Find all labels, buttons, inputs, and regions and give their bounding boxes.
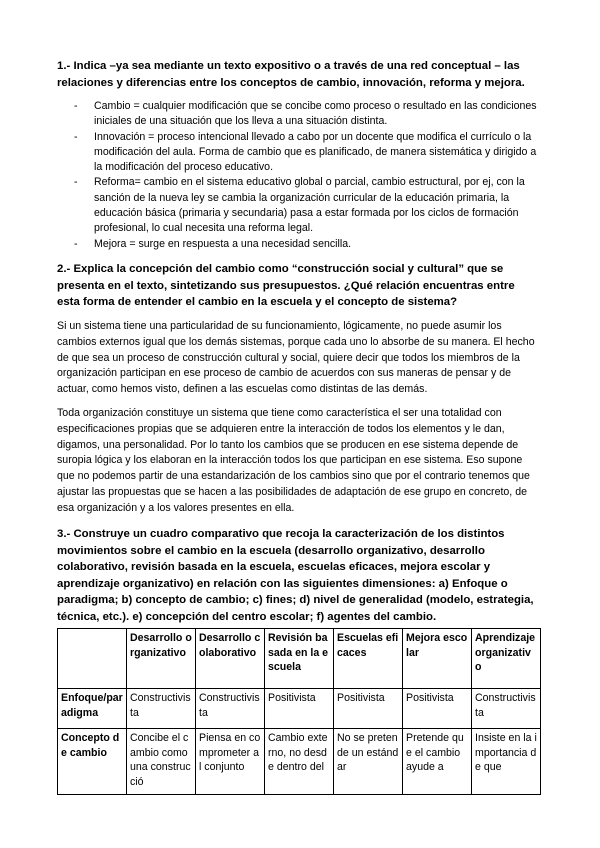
table-cell: Positivista [334,689,403,729]
row-label: Enfoque/paradigma [58,689,127,729]
table-cell: Positivista [265,689,334,729]
answer-2-paragraph-2: Toda organización constituye un sistema que tiene como característica el ser una totalidad con especificaciones propias que se adquieren entre la interacción de todos los elementos y le dan, digamos, una personalidad. Por lo tanto los cambios que se producen en ese sistema depende de suropia lógica y los elaboran en la interacción todos los que participan en ese sistema. Eso supone que no podemos partir de una estandarización de los cambios sino que por el contrario tenemos que ajustar las propuestas que se hacen a las posibilidades de adaptación de ese grupo en concreto, de esa organización y a los valores presentes en ella. [57,407,530,514]
table-header-cell: Revisión basada en la escuela [265,629,334,689]
bullet-dash: - [74,237,78,250]
table-header-cell: Mejora escolar [403,629,472,689]
table-row [58,689,541,729]
bullet-dash: - [74,176,78,189]
comparison-table [57,628,541,795]
table-cell: Pretende que el cambio ayude a [403,729,472,795]
list-item: - Mejora = surge en respuesta a una necesidad sencilla. [57,237,540,252]
question-1-title: 1.- Indica –ya sea mediante un texto expositivo o a través de una red conceptual – las relaciones y diferencias entre los conceptos de cambio, innovación, reforma y mejora. [57,60,525,89]
table-header-row [58,629,541,689]
table-cell: Piensa en comprometer al conjunto [196,729,265,795]
table-cell: Cambio externo, no desde dentro del [265,729,334,795]
list-item: - Cambio = cualquier modificación que se concibe como proceso o resultado en las condiciones iniciales de una situación que los lleva a una situación distinta. [74,100,537,128]
table-row [58,729,541,795]
table-header-cell: Desarrollo organizativo [127,629,196,689]
table-cell: Concibe el cambio como una construcció [127,729,196,795]
list-item: - Reforma= cambio en el sistema educativo global o parcial, cambio estructural, por ej, con la sanción de la nueva ley se cambia la organización curricular de la educación primaria, la educación básica (primaria y secundaria) pasa a estar formada por los ciclos de formación profesional, lo cual necesita una reforma legal. [74,176,525,235]
table-header-cell: Desarrollo colaborativo [196,629,265,689]
table-header-cell: Escuelas eficaces [334,629,403,689]
table-cell: No se pretende un estándar [334,729,403,795]
table-cell: Constructivista [127,689,196,729]
table-header-cell [58,629,127,689]
bullet-dash: - [74,100,78,112]
question-3-title: 3.- Construye un cuadro comparativo que recoja la caracterización de los distintos movimientos sobre el cambio en la escuela (desarrollo organizativo, desarrollo colaborativo, revisión basada en la escuela, escuelas eficaces, mejora escolar y aprendizaje organizativo) en relación con las siguientes dimensiones: a) Enfoque o paradigma; b) concepto de cambio; c) fines; d) nivel de generalidad (modelo, estrategia, técnica, etc.). e) concepción del centro escolar; f) agentes del cambio. [57,528,534,623]
definitions-list [57,99,540,252]
answer-2-paragraph-1: Si un sistema tiene una particularidad de su funcionamiento, lógicamente, no puede asumir los cambios externos igual que los demás sistemas, porque cada uno lo absorbe de su manera. El hecho de que sea un proceso de construcción cultural y social, quiere decir que todos los miembros de la organización participan en ese proceso de cambio de acuerdos con sus maneras de pensar y de actuar, como hemos visto, definen a las escuelas como distintas de las demás. [57,320,535,396]
table-cell: Insiste en la importancia de que [472,729,541,795]
table-cell: Positivista [403,689,472,729]
table-cell: Constructivista [196,689,265,729]
table-cell: Constructivista [472,689,541,729]
question-2-title: 2.- Explica la concepción del cambio como “construcción social y cultural” que se presenta en el texto, sintetizando sus presupuestos. ¿Qué relación encuentras entre esta forma de entender el cambio en la escuela y el concepto de sistema? [57,263,515,308]
table-header-cell: Aprendizaje organizativo [472,629,541,689]
bullet-dash: - [74,130,78,143]
row-label: Concepto de cambio [58,729,127,795]
list-item: - Innovación = proceso intencional llevado a cabo por un docente que modifica el currículo o la modificación del aula. Forma de cambio que es planificado, de manera sistemática y dirigido a la modificación del proceso educativo. [74,130,537,174]
